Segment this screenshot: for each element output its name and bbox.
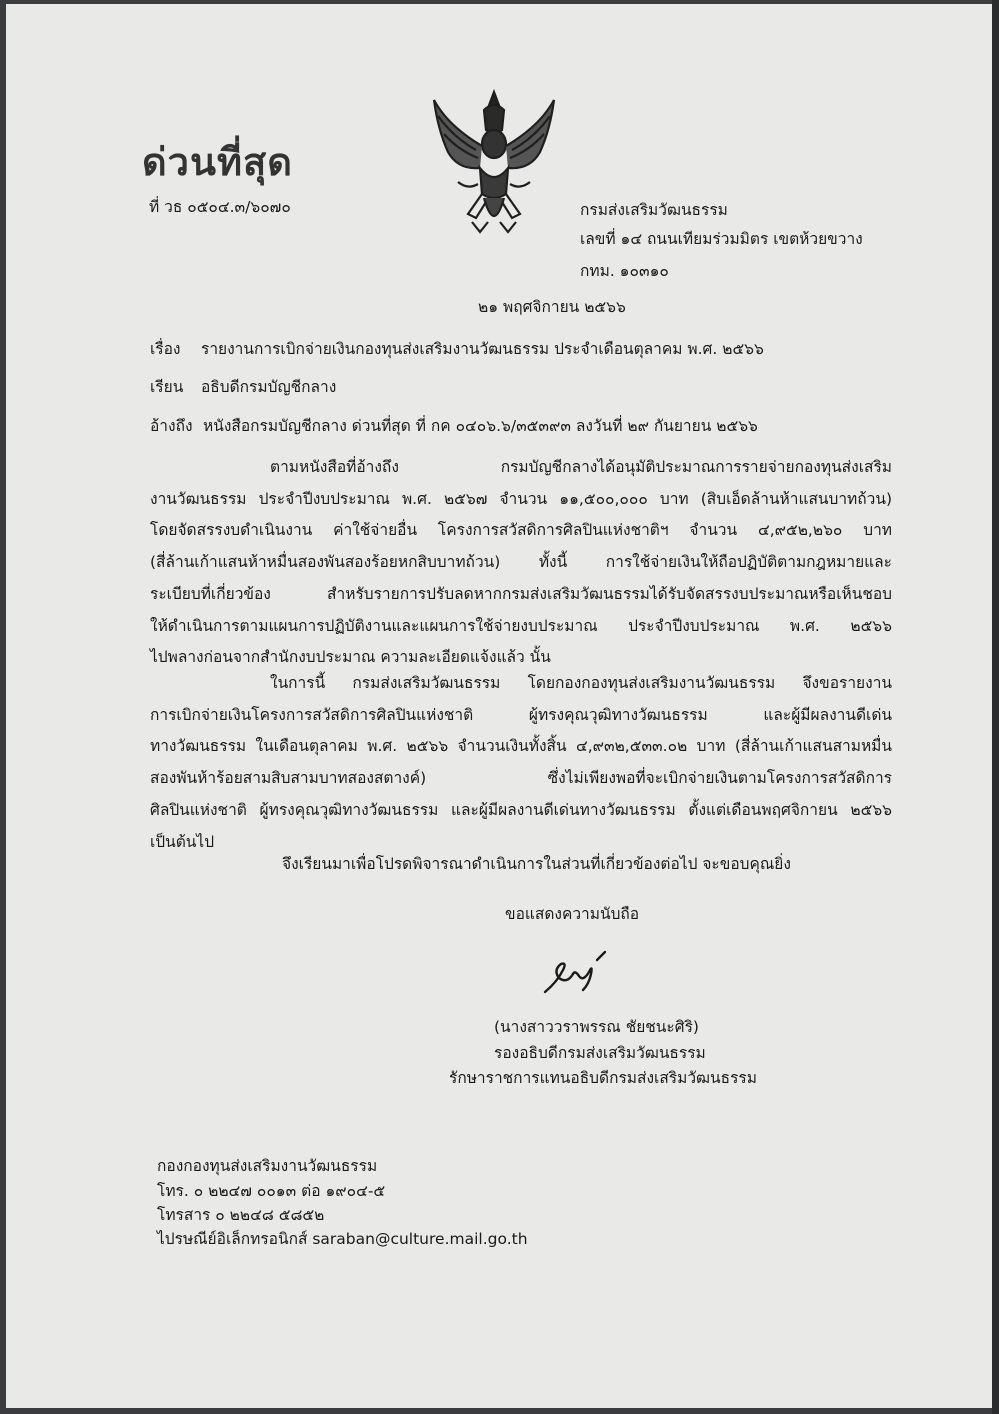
handwritten-signature [533, 948, 633, 1008]
paragraph-1-line: (สี่ล้านเก้าแสนห้าหมื่นสองพันสองร้อยหกสิบบาทถ้วน) ทั้งนี้ การใช้จ่ายเงินให้ถือปฏิบัติตามกฎหมายและ [150, 553, 892, 572]
paragraph-2-line: ศิลปินแห่งชาติ ผู้ทรงคุณวุฒิทางวัฒนธรรม และผู้มีผลงานดีเด่นทางวัฒนธรรม ตั้งแต่เดือนพฤศจิกายน ๒๕๖๖ [150, 800, 892, 819]
paragraph-1 [150, 452, 892, 674]
contact-email: ไปรษณีย์อิเล็กทรอนิกส์ saraban@culture.mail.go.th [157, 1230, 528, 1248]
sender-org: กรมส่งเสริมวัฒนธรรม [580, 201, 728, 219]
paragraph-1-line: ไปพลางก่อนจากสำนักงบประมาณ ความละเอียดแจ้งแล้ว นั้น [150, 648, 551, 667]
paragraph-1-line: ให้ดำเนินการตามแผนการปฏิบัติงานและแผนการใช้จ่ายงบประมาณ ประจำปีงบประมาณ พ.ศ. ๒๕๖๖ [150, 616, 892, 635]
subject-text: รายงานการเบิกจ่ายเงินกองทุนส่งเสริมงานวัฒนธรรม ประจำเดือนตุลาคม พ.ศ. ๒๕๖๖ [201, 340, 764, 358]
paragraph-2-line: เป็นต้นไป [150, 832, 215, 851]
paragraph-2-line: ทางวัฒนธรรม ในเดือนตุลาคม พ.ศ. ๒๕๖๖ จำนวนเงินทั้งสิ้น ๔,๙๓๒,๕๓๓.๐๒ บาท (สี่ล้านเก้าแสนสามหมื่น [150, 737, 892, 756]
reference-label: อ้างถึง [150, 417, 193, 435]
paragraph-1-line: ระเบียบที่เกี่ยวข้อง สำหรับรายการปรับลดหากกรมส่งเสริมวัฒนธรรมได้รับจัดสรรงบประมาณหรือเห็นชอบ [150, 584, 892, 603]
paragraph-1-line: ตามหนังสือที่อ้างถึง กรมบัญชีกลางได้อนุมัติประมาณการรายจ่ายกองทุนส่งเสริม [270, 458, 892, 476]
sender-address-line2: กทม. ๑๐๓๑๐ [580, 262, 669, 280]
sender-address-line1: เลขที่ ๑๔ ถนนเทียมร่วมมิตร เขตห้วยขวาง [580, 230, 863, 248]
contact-division: กองกองทุนส่งเสริมงานวัฒนธรรม [157, 1157, 378, 1175]
garuda-emblem-icon [428, 86, 560, 238]
paragraph-2 [150, 668, 892, 858]
paragraph-2-line: ในการนี้ กรมส่งเสริมวัฒนธรรม โดยกองกองทุนส่งเสริมงานวัฒนธรรม จึงขอรายงาน [270, 674, 892, 692]
letter-date: ๒๑ พฤศจิกายน ๒๕๖๖ [478, 298, 626, 316]
reference-text: หนังสือกรมบัญชีกลาง ด่วนที่สุด ที่ กค ๐๔๐๖.๖/๓๕๓๙๓ ลงวันที่ ๒๙ กันยายน ๒๕๖๖ [203, 417, 758, 435]
closing-salutation: ขอแสดงความนับถือ [505, 905, 640, 923]
closing-request: จึงเรียนมาเพื่อโปรดพิจารณาดำเนินการในส่วนที่เกี่ยวข้องต่อไป จะขอบคุณยิ่ง [282, 855, 791, 873]
contact-phone: โทร. ๐ ๒๒๔๗ ๐๐๑๓ ต่อ ๑๙๐๔-๕ [157, 1182, 386, 1200]
signatory-name: (นางสาววราพรรณ ชัยชนะศิริ) [494, 1018, 699, 1036]
paragraph-1-line: โดยจัดสรรงบดำเนินงาน ค่าใช้จ่ายอื่น โครงการสวัสดิการศิลปินแห่งชาติฯ จำนวน ๔,๙๕๒,๒๖๐ บาท [150, 521, 892, 540]
document-number: ที่ วธ ๐๕๐๔.๓/๖๐๗๐ [149, 198, 291, 216]
to-text: อธิบดีกรมบัญชีกลาง [201, 378, 337, 396]
paragraph-2-line: การเบิกจ่ายเงินโครงการสวัสดิการศิลปินแห่งชาติ ผู้ทรงคุณวุฒิทางวัฒนธรรม และผู้มีผลงานดีเด่น [150, 705, 892, 724]
signatory-title-1: รองอธิบดีกรมส่งเสริมวัฒนธรรม [494, 1044, 706, 1062]
paragraph-1-line: งานวัฒนธรรม ประจำปีงบประมาณ พ.ศ. ๒๕๖๗ จำนวน ๑๑,๕๐๐,๐๐๐ บาท (สิบเอ็ดล้านห้าแสนบาทถ้วน) [150, 489, 892, 508]
to-label: เรียน [150, 378, 184, 396]
subject-label: เรื่อง [150, 340, 181, 358]
contact-fax: โทรสาร ๐ ๒๒๔๘ ๕๘๕๒ [157, 1206, 325, 1224]
page-edge [992, 0, 999, 1414]
paragraph-2-line: สองพันห้าร้อยสามสิบสามบาทสองสตางค์) ซึ่งไม่เพียงพอที่จะเบิกจ่ายเงินตามโครงการสวัสดิการ [150, 769, 892, 788]
urgency-heading: ด่วนที่สุด [142, 140, 293, 184]
signatory-title-2: รักษาราชการแทนอธิบดีกรมส่งเสริมวัฒนธรรม [449, 1069, 757, 1087]
